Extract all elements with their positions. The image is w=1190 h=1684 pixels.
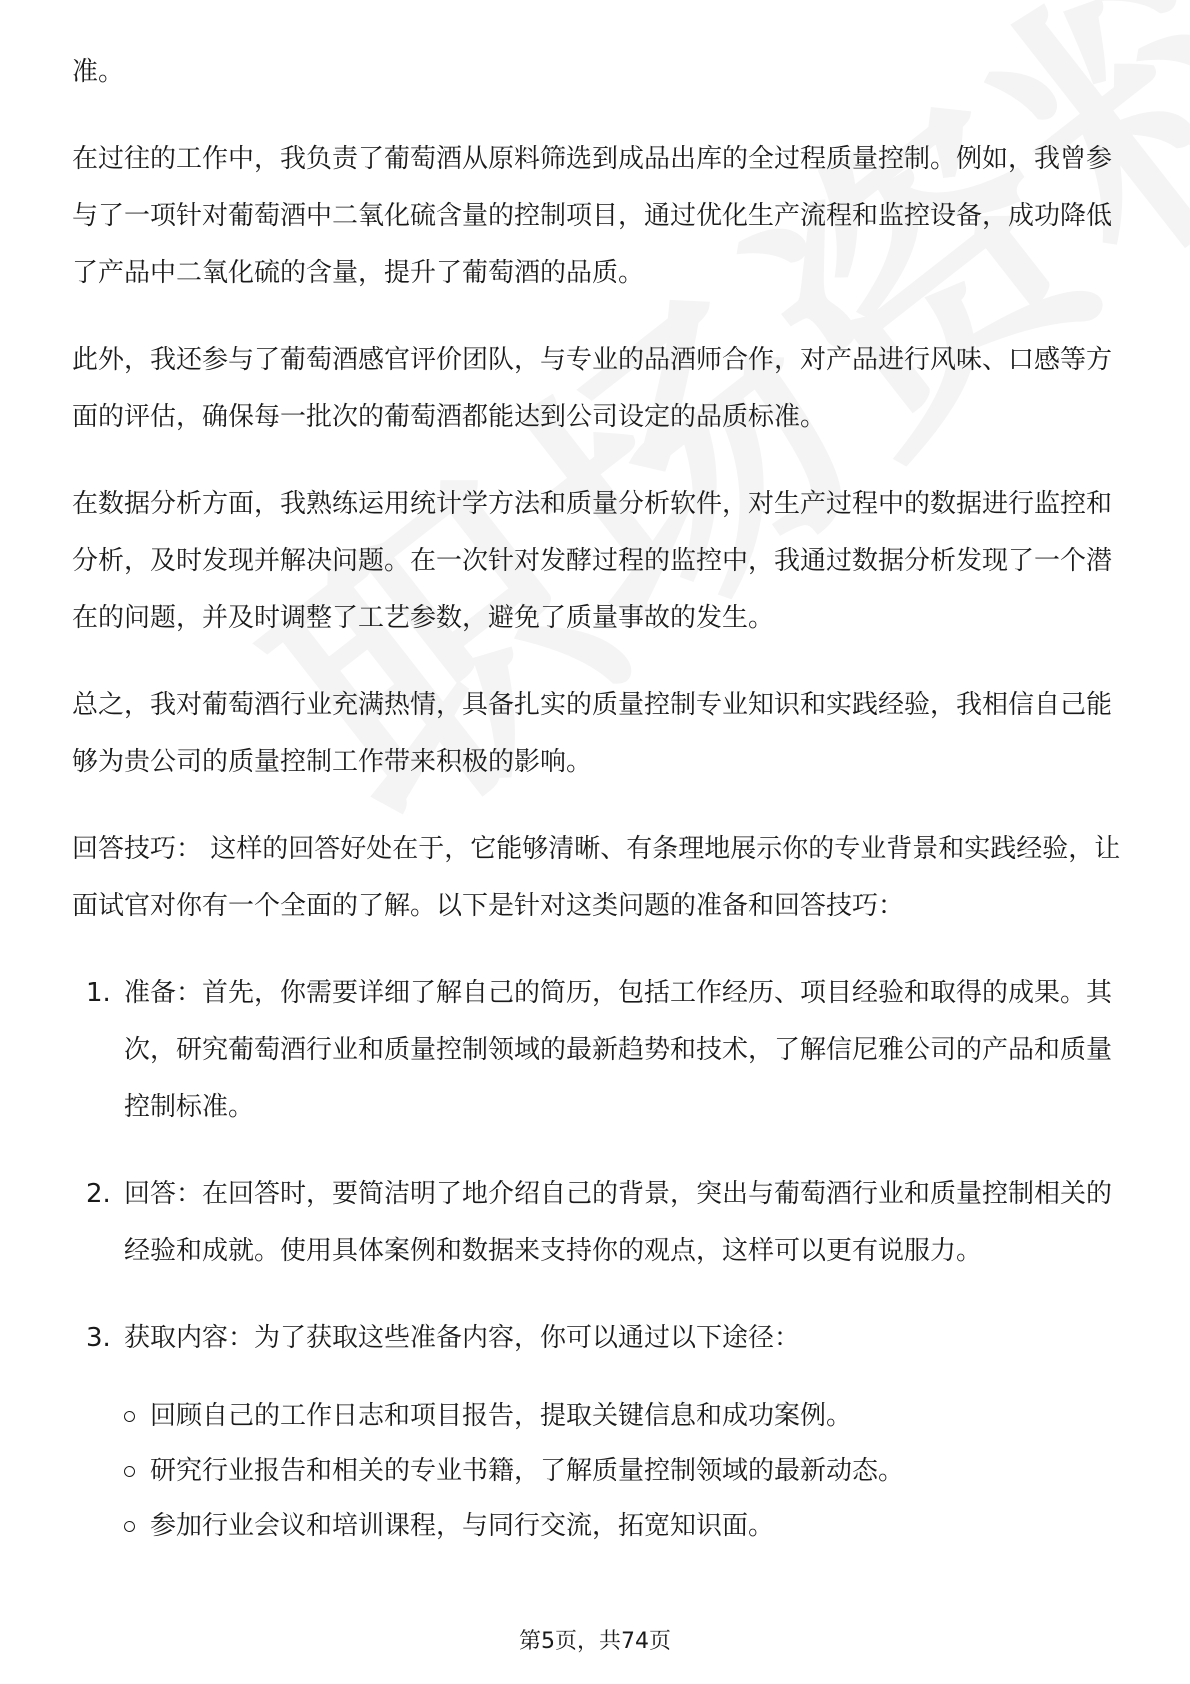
tips-list-item [72, 1310, 1122, 1554]
sub-list-item-text: 参加行业会议和培训课程，与同行交流，拓宽知识面。 [150, 1511, 775, 1541]
bullet-circle-icon [124, 1466, 135, 1477]
paragraph-summary: 总之，我对葡萄酒行业充满热情，具备扎实的质量控制专业知识和实践经验，我相信自己能够为贵公司的质量控制工作带来积极的影响。 [72, 690, 1113, 777]
paragraph-answer-tips: 回答技巧： 这样的回答好处在于，它能够清晰、有条理地展示你的专业背景和实践经验，让面试官对你有一个全面的了解。以下是针对这类问题的准备和回答技巧： [72, 834, 1121, 921]
list-item-text: 准备：首先，你需要详细了解自己的简历，包括工作经历、项目经验和取得的成果。其次，研究葡萄酒行业和质量控制领域的最新趋势和技术，了解信尼雅公司的产品和质量控制标准。 [124, 978, 1113, 1122]
tips-list-item [72, 965, 1122, 1136]
list-item-text: 获取内容：为了获取这些准备内容，你可以通过以下途径： [124, 1323, 801, 1353]
tips-list-item [72, 1166, 1122, 1280]
paragraph-past-work: 在过往的工作中，我负责了葡萄酒从原料筛选到成品出库的全过程质量控制。例如，我曾参与了一项针对葡萄酒中二氧化硫含量的控制项目，通过优化生产流程和监控设备，成功降低了产品中二氧化硫的含量，提升了葡萄酒的品质。 [72, 144, 1113, 288]
list-number: 3. [86, 1323, 111, 1353]
paragraph-data-analysis: 在数据分析方面，我熟练运用统计学方法和质量分析软件，对生产过程中的数据进行监控和分析，及时发现并解决问题。在一次针对发酵过程的监控中，我通过数据分析发现了一个潜在的问题，并及时调整了工艺参数，避免了质量事故的发生。 [72, 489, 1113, 633]
sub-list-item [124, 1444, 1122, 1499]
list-number: 1. [86, 978, 111, 1008]
tips-list [72, 965, 1122, 1554]
page-content [72, 44, 1122, 1584]
sub-list [124, 1389, 1122, 1554]
sub-list-item [124, 1389, 1122, 1444]
bullet-circle-icon [124, 1521, 135, 1532]
page-number: 第5页，共74页 [519, 1629, 671, 1654]
list-number: 2. [86, 1179, 111, 1209]
bullet-circle-icon [124, 1411, 135, 1422]
sub-list-item [124, 1499, 1122, 1554]
sub-list-item-text: 研究行业报告和相关的专业书籍，了解质量控制领域的最新动态。 [150, 1456, 905, 1486]
paragraph-sensory-team: 此外，我还参与了葡萄酒感官评价团队，与专业的品酒师合作，对产品进行风味、口感等方面的评估，确保每一批次的葡萄酒都能达到公司设定的品质标准。 [72, 345, 1113, 432]
list-item-text: 回答：在回答时，要简洁明了地介绍自己的背景，突出与葡萄酒行业和质量控制相关的经验和成就。使用具体案例和数据来支持你的观点，这样可以更有说服力。 [124, 1179, 1113, 1266]
paragraph-continuation: 准。 [72, 57, 125, 87]
sub-list-item-text: 回顾自己的工作日志和项目报告，提取关键信息和成功案例。 [150, 1401, 853, 1431]
